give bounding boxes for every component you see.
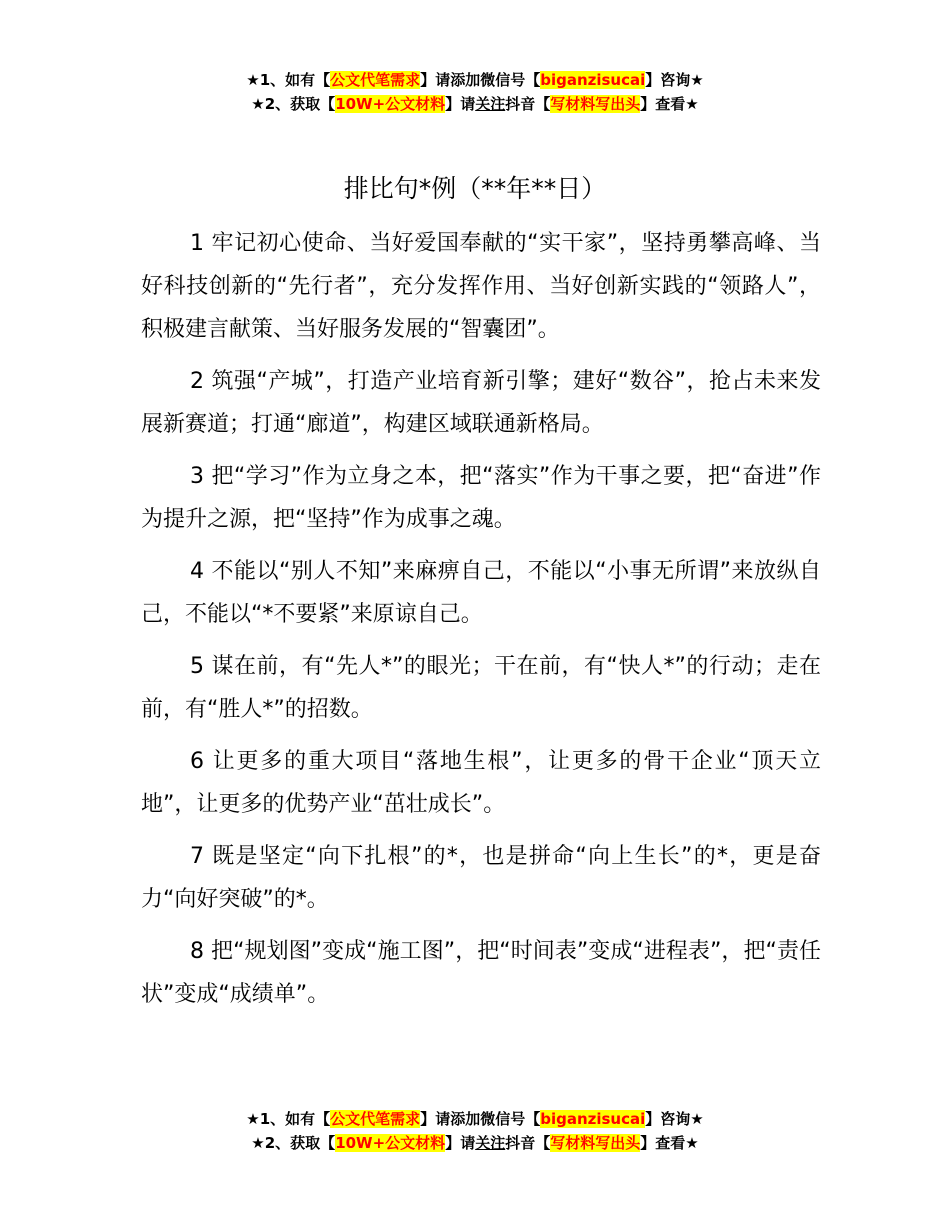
header-banner <box>0 68 950 116</box>
footer-banner-line-1 <box>0 1107 950 1131</box>
banner-highlight-service: 公文代笔需求 <box>330 1110 421 1128</box>
paragraph-7: 7 既是坚定“向下扎根”的*，也是拼命“向上生长”的*，更是奋力“向好突破”的*。 <box>141 844 821 912</box>
header-banner-line-2 <box>0 92 950 116</box>
banner-text: 】请 <box>445 1134 476 1152</box>
banner-underlined-follow: 关注 <box>475 1134 506 1152</box>
header-banner-line-1 <box>0 68 950 92</box>
paragraph-6: 6 让更多的重大项目“落地生根”，让更多的骨干企业“顶天立地”，让更多的优势产业“茁壮成长”。 <box>141 749 821 817</box>
banner-highlight-service: 公文代笔需求 <box>330 71 421 89</box>
banner-text: 抖音【 <box>505 95 551 113</box>
banner-highlight-douyin: 写材料写出头 <box>550 95 641 113</box>
banner-highlight-wechat-id: biganzisucai <box>540 71 646 89</box>
banner-text: 】请添加微信号【 <box>420 71 541 89</box>
paragraph-4: 4 不能以“别人不知”来麻痹自己，不能以“小事无所谓”来放纵自己，不能以“*不要紧”来原谅自己。 <box>141 559 821 627</box>
banner-highlight-materials: 10W+公文材料 <box>335 1134 446 1152</box>
banner-text: ★1、如有【 <box>246 1110 331 1128</box>
banner-text: 】咨询★ <box>645 71 704 89</box>
banner-text: 】请添加微信号【 <box>420 1110 541 1128</box>
banner-text: 】查看★ <box>640 95 699 113</box>
banner-underlined-follow: 关注 <box>475 95 506 113</box>
banner-highlight-wechat-id: biganzisucai <box>540 1110 646 1128</box>
paragraph-1: 1 牢记初心使命、当好爱国奉献的“实干家”，坚持勇攀高峰、当好科技创新的“先行者”，充分发挥作用、当好创新实践的“领路人”，积极建言献策、当好服务发展的“智囊团”。 <box>141 231 821 342</box>
paragraph-8: 8 把“规划图”变成“施工图”，把“时间表”变成“进程表”，把“责任状”变成“成绩单”。 <box>141 939 821 1007</box>
document-title: 排比句*例（**年**日） <box>343 174 607 203</box>
paragraph-3: 3 把“学习”作为立身之本，把“落实”作为干事之要，把“奋进”作为提升之源，把“坚持”作为成事之魂。 <box>141 464 821 532</box>
banner-highlight-materials: 10W+公文材料 <box>335 95 446 113</box>
banner-text: ★2、获取【 <box>251 95 336 113</box>
banner-highlight-douyin: 写材料写出头 <box>550 1134 641 1152</box>
banner-text: ★1、如有【 <box>246 71 331 89</box>
banner-text: 】查看★ <box>640 1134 699 1152</box>
footer-banner-line-2 <box>0 1131 950 1155</box>
paragraph-5: 5 谋在前，有“先人*”的眼光；干在前，有“快人*”的行动；走在前，有“胜人*”的招数。 <box>141 654 821 722</box>
banner-text: ★2、获取【 <box>251 1134 336 1152</box>
footer-banner <box>0 1107 950 1155</box>
document-body <box>141 222 821 1025</box>
banner-text: 】请 <box>445 95 476 113</box>
banner-text: 】咨询★ <box>645 1110 704 1128</box>
banner-text: 抖音【 <box>505 1134 551 1152</box>
paragraph-2: 2 筑强“产城”，打造产业培育新引擎；建好“数谷”，抢占未来发展新赛道；打通“廊道”，构建区域联通新格局。 <box>141 369 821 437</box>
